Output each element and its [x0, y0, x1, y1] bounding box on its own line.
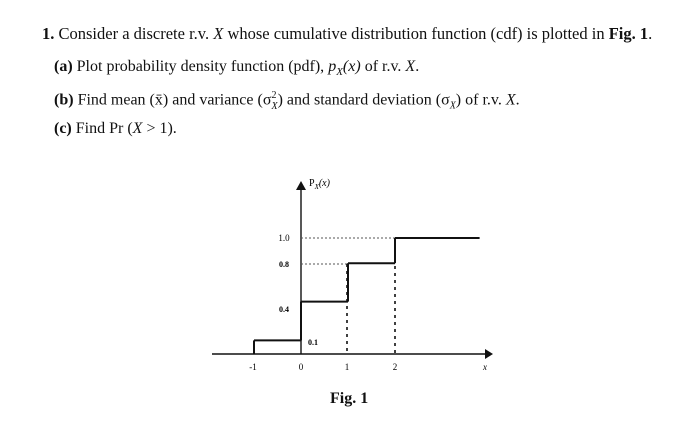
figure-reference: Fig. 1	[608, 24, 649, 43]
part-b-sub2: X	[449, 100, 456, 112]
part-a-text: Plot probability density function (pdf),	[76, 58, 325, 75]
y-axis-arrow	[296, 181, 306, 190]
part-b-text: Find mean (x̄) and variance (σ	[77, 91, 272, 109]
y-tick-0.1: 0.1	[308, 338, 318, 347]
y-tick-1.0: 1.0	[278, 233, 290, 243]
part-b-text2: ) and standard deviation (σ	[277, 91, 450, 109]
part-c-variable: X	[132, 120, 143, 137]
part-a-after: of r.v.	[364, 58, 402, 75]
problem-intro	[42, 24, 692, 44]
intro-rest: whose cumulative distribution function (cdf) is plotted in	[227, 24, 605, 43]
part-b-variable: X	[505, 91, 516, 109]
y-axis-label: $P_X(x)$	[309, 178, 330, 191]
part-b-text3: ) of r.v.	[455, 91, 502, 109]
intro-text: Consider a discrete r.v.	[58, 24, 210, 43]
part-a-label: (a)	[54, 58, 73, 75]
part-a-math: p	[328, 58, 337, 75]
cdf-steps	[254, 238, 480, 354]
intro-end: .	[648, 24, 653, 43]
cdf-figure	[195, 168, 505, 383]
part-a-variable: X	[405, 58, 416, 75]
part-b	[54, 90, 520, 112]
y-tick-0.8: 0.8	[279, 260, 289, 269]
part-a-end: .	[415, 58, 420, 75]
part-a	[54, 58, 419, 78]
figure-caption: Fig. 1	[330, 390, 369, 407]
x-tick-0: 0	[298, 362, 304, 372]
part-b-sup: 2	[271, 90, 277, 101]
part-c-label: (c)	[54, 120, 72, 137]
x-axis-label: x	[483, 362, 487, 372]
x-tick-2: 2	[392, 362, 398, 372]
problem-statement	[42, 24, 692, 44]
part-c-relation: > 1).	[142, 120, 177, 137]
problem-number: 1.	[42, 24, 55, 43]
x-axis-arrow	[485, 349, 493, 359]
part-b-label: (b)	[54, 91, 74, 109]
intro-variable: X	[213, 24, 224, 43]
part-c	[54, 120, 177, 138]
y-tick-0.4: 0.4	[279, 305, 289, 314]
part-b-sub: X	[271, 100, 278, 112]
part-a-sub: X	[336, 66, 343, 79]
part-b-end: .	[515, 91, 520, 109]
x-tick-1: 1	[344, 362, 350, 372]
part-a-math-tail: (x)	[342, 58, 361, 75]
x-tick-neg1: -1	[249, 362, 257, 372]
part-c-text: Find Pr (	[75, 120, 133, 137]
